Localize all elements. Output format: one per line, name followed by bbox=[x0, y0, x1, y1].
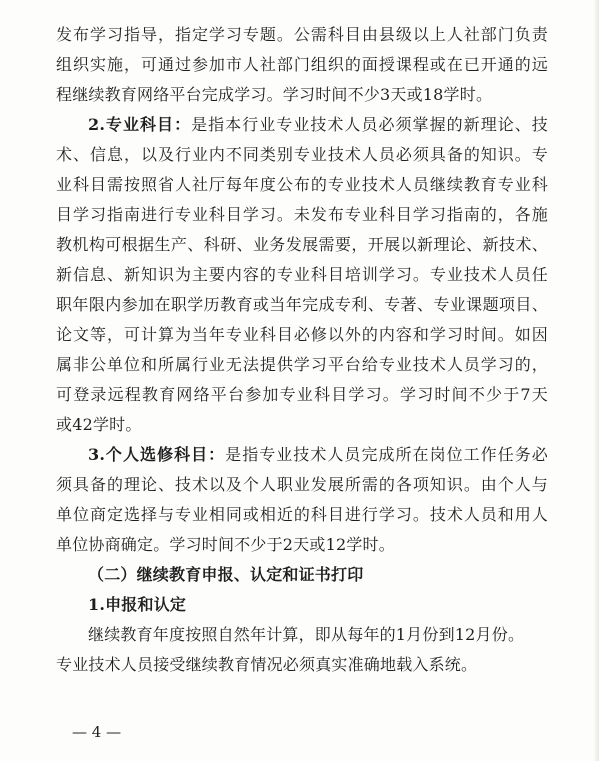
document-body bbox=[56, 20, 548, 680]
body-line bbox=[56, 200, 548, 230]
body-line bbox=[56, 410, 548, 440]
line-text: 发布学习指导，指定学习专题。公需科目由县级以上人社部门负责 bbox=[56, 25, 548, 44]
line-text: 新信息、新知识为主要内容的专业科目培训学习。专业技术人员任 bbox=[56, 265, 548, 284]
subsection-heading: （二）继续教育申报、认定和证书打印 bbox=[88, 565, 364, 584]
line-text: 继续教育年度按照自然年计算，即从每年的1月份到12月份。 bbox=[88, 625, 525, 644]
line-text: 业科目需按照省人社厅每年度公布的专业技术人员继续教育专业科 bbox=[56, 175, 548, 194]
body-line bbox=[56, 470, 548, 500]
body-line bbox=[56, 260, 548, 290]
body-line bbox=[56, 620, 548, 650]
line-text: 论文等，可计算为当年专业科目必修以外的内容和学习时间。如因 bbox=[56, 325, 548, 344]
body-line bbox=[56, 380, 548, 410]
line-text: 教机构可根据生产、科研、业务发展需要，开展以新理论、新技术、 bbox=[56, 235, 548, 254]
line-text: 程继续教育网络平台完成学习。学习时间不少3天或18学时。 bbox=[56, 85, 493, 104]
page-number: — 4 — bbox=[72, 723, 122, 741]
body-line bbox=[56, 500, 548, 530]
section-heading: 1.申报和认定 bbox=[88, 595, 187, 614]
line-text: 或42学时。 bbox=[56, 415, 142, 434]
line-text: 术、信息，以及行业内不同类别专业技术人员必须具备的知识。专 bbox=[56, 145, 548, 164]
body-line bbox=[56, 20, 548, 50]
body-line bbox=[56, 50, 548, 80]
section-heading: 2.专业科目： bbox=[88, 115, 192, 134]
body-line bbox=[56, 320, 548, 350]
body-line bbox=[56, 650, 548, 680]
subsection-heading-line bbox=[56, 560, 548, 590]
line-text: 职年限内参加在职学历教育或当年完成专利、专著、专业课题项目、 bbox=[56, 295, 548, 314]
section-heading-line bbox=[56, 590, 548, 620]
body-line bbox=[56, 140, 548, 170]
line-text: 专业技术人员接受继续教育情况必须真实准确地载入系统。 bbox=[56, 655, 478, 674]
section-heading: 3.个人选修科目： bbox=[88, 445, 226, 464]
page-edge-shadow bbox=[593, 0, 599, 761]
line-text: 是指专业技术人员完成所在岗位工作任务必 bbox=[225, 445, 548, 464]
line-text: 目学习指南进行专业科目学习。未发布专业科目学习指南的，各施 bbox=[56, 205, 548, 224]
line-text: 可登录远程教育网络平台参加专业科目学习。学习时间不少于7天 bbox=[56, 385, 548, 404]
line-text: 是指本行业专业技术人员必须掌握的新理论、技 bbox=[191, 115, 548, 134]
body-line bbox=[56, 290, 548, 320]
section-heading-line bbox=[56, 110, 548, 140]
line-text: 单位协商确定。学习时间不少于2天或12学时。 bbox=[56, 535, 395, 554]
section-heading-line bbox=[56, 440, 548, 470]
line-text: 组织实施，可通过参加市人社部门组织的面授课程或在已开通的远 bbox=[56, 55, 548, 74]
line-text: 单位商定选择与专业相同或相近的科目进行学习。技术人员和用人 bbox=[56, 505, 548, 524]
body-line bbox=[56, 230, 548, 260]
body-line bbox=[56, 80, 548, 110]
body-line bbox=[56, 350, 548, 380]
line-text: 须具备的理论、技术以及个人职业发展所需的各项知识。由个人与 bbox=[56, 475, 548, 494]
body-line bbox=[56, 530, 548, 560]
line-text: 属非公单位和所属行业无法提供学习平台给专业技术人员学习的， bbox=[56, 355, 548, 374]
body-line bbox=[56, 170, 548, 200]
